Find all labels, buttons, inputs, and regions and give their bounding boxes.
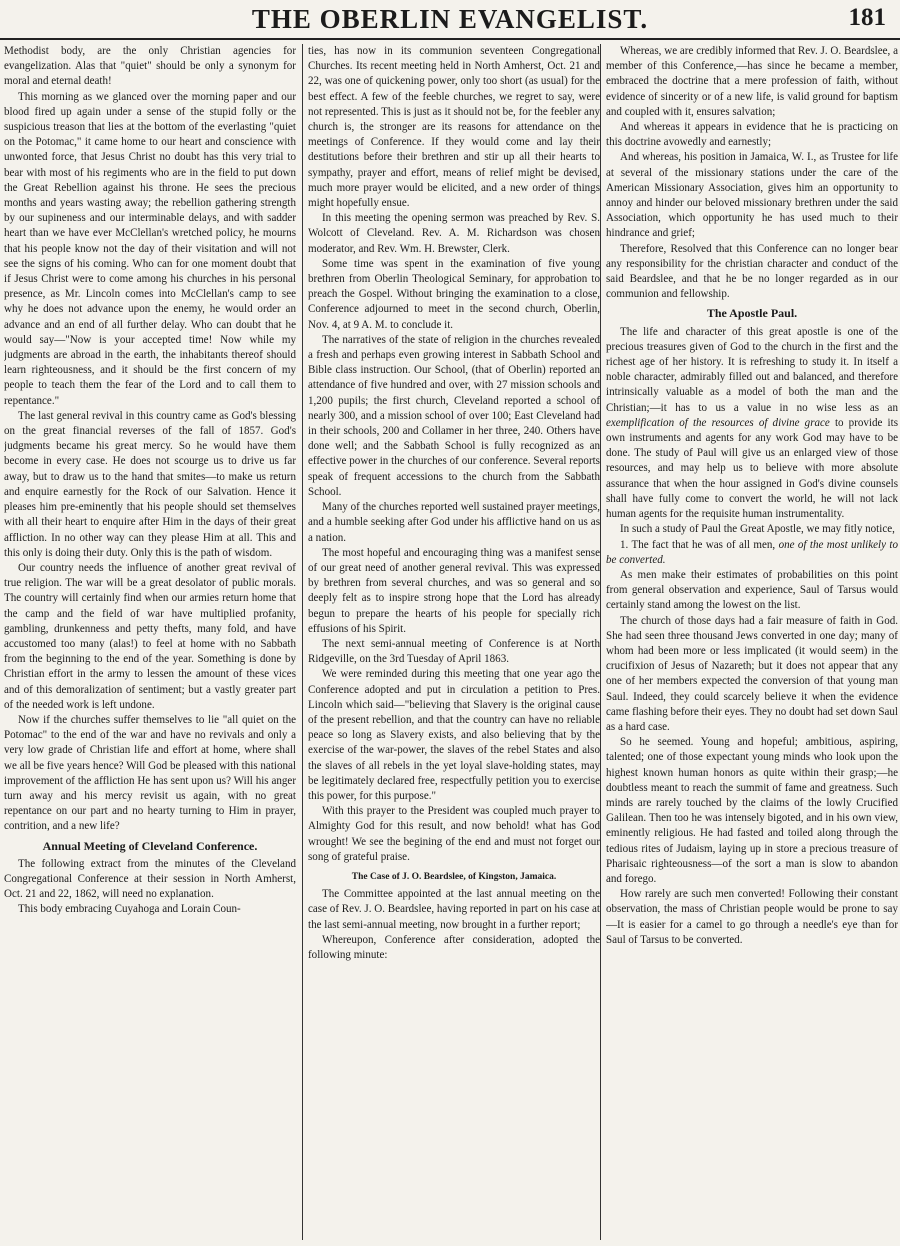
- paragraph: ties, has now in its communion seventeen Congregational Churches. Its recent meeting held in North Amherst, Oct. 21 and 22, was one of quickening power, only too short (as usual) for the best effect. A few of the feeble churches, we regret to say, were not represented. This is just as it should not be, for the feebler any church is, the stronger are its reasons for attendance on the meetings of Conference. If they would come and lay their destitutions before their brethren and stir up all their hearts to sympathy, prayer and effort, means of relief might be devised, much more prayer would be elicited, and a new order of things might hopefully ensue.: [308, 45, 600, 210]
- column-3: [606, 44, 898, 1240]
- italic-text: exemplification of the resources of divine grace: [606, 416, 830, 429]
- paragraph: So he seemed. Young and hopeful; ambitious, aspiring, talented; one of those expectant young minds who look upon the highest known human honors as quite within their grasp;—he doubtless meant to reach the summit of fame and greatness. Such minds are rarely touched by the claims of the lowly Crucified Galilean. Then too he was intensely bigoted, and in his own view, eminently religious. He had fasted and toiled along through the tedious rites of Judaism, laying up in store a precious treasure of Pharisaic righteousness—of the sort a man is slow to abandon and forego.: [606, 736, 898, 885]
- page-number: 181: [848, 4, 886, 31]
- paragraph: Whereas, we are credibly informed that Rev. J. O. Beardslee, a member of this Conference,—has since he became a member, embraced the doctrine that a mere profession of faith, without evidence of sincerity or of a new life, is valid ground for baptism and coupled with it, ensures salvation;: [606, 45, 898, 118]
- newspaper-title: THE OBERLIN EVANGELIST.: [251, 4, 649, 34]
- paragraph: [606, 325, 898, 523]
- paragraph: Our country needs the influence of another great revival of true religion. The war will be a great desolator of public morals. The country will certainly find when our armies return home that the camp and the field of war have multiplied profanity, gambling, drunkenness and petty thefts, many fold, and have accustomed too many (alas!) to feel at home with no Sabbath from the beginning to the end of the year. Something is done by Christian effort in the army to lessen the amount of these vices and of this demoralization of sentiment; but a vastly greater part of the needed work is left undone.: [4, 561, 296, 711]
- text-run: to provide its own instruments and agents for any work God may have to be done. The study of Paul will give us an enlarged view of those resources, and may help us to believe with more absolute assurance that when the hour assigned in God's divine counsels shall have fully come to convert the world, he will not lack human agents for the requisite human instrumentality.: [606, 416, 898, 521]
- section-heading: The Apostle Paul.: [706, 306, 798, 321]
- masthead: [0, 0, 900, 40]
- text-run: 1. The fact that he was of all men,: [620, 538, 779, 551]
- paragraph: Now if the churches suffer themselves to lie "all quiet on the Potomac" to the end of the war and have no revivals and only a very low grade of Christian life and effort at home, where shall we all be five years hence? Will God be pleased with this national improvement of the affliction He has sent upon us? Will his anger turn away and his mercy revisit us again, with no great repentance on our part and no hearty turning to Him in prayer, contrition, and a new life?: [4, 713, 296, 833]
- paragraph: The church of those days had a fair measure of faith in God. She had seen three thousand Jews converted in one day; many of whom had been more or less implicated (it would seem) in the crucifixion of Jesus of Nazareth; but it does not appear that any one of her members expected the conversion of that young man Saul. Indeed, they could scarcely believe it when the evidence came flashing before their eyes. They no doubt had set down Saul as a hard case.: [606, 614, 898, 733]
- paragraph: And whereas it appears in evidence that he is practicing on this doctrine avowedly and earnestly;: [606, 121, 898, 149]
- section-heading: Annual Meeting of Cleveland Conference.: [42, 838, 258, 853]
- paragraph: The narratives of the state of religion in the churches revealed a fresh and perhaps even growing interest in Sabbath School and Bible class instruction. Our School, (that of Oberlin) reported an attendance of five hundred and over, with 27 mission schools and 1,200 pupils; the first church, Cleveland reported a school of nearly 300, and a mission school of over 100; East Cleveland had in their schools, 200 and Collamer in her three, 240. Others have done well; and the Sabbath School is fully recognized as an effective power in the churches of our conference. Several reports speak of frequent accessions to the church from the Sabbath School.: [308, 333, 600, 498]
- paragraph: Many of the churches reported well sustained prayer meetings, and a humble seeking after God under his afflictive hand on us as a nation.: [308, 501, 600, 544]
- section-subheading: The Case of J. O. Beardslee, of Kingston, Jamaica.: [351, 871, 557, 882]
- paragraph: Therefore, Resolved that this Conference can no longer bear any responsibility for the christian character and conduct of the said Beardslee, and that he be no longer regarded as in our communion and fellowship.: [606, 242, 898, 301]
- paragraph: With this prayer to the President was coupled much prayer to Almighty God for this result, and now behold! what has God wrought! We see the begining of the end and must not forget our song of grateful praise.: [308, 805, 600, 863]
- paragraph: The most hopeful and encouraging thing was a manifest sense of our great need of another general revival. This was expressed by brethren from several churches, and was so general and so deeply felt as to inspire strong hope that the Lord has already begun to prepare the hearts of his people for specially rich effusions of his Spirit.: [308, 546, 600, 635]
- column-1: [4, 44, 296, 1240]
- paragraph: And whereas, his position in Jamaica, W. I., as Trustee for life at several of the missionary stations under the care of the American Missionary Association, gives him an opportunity to annoy and hinder our beloved missionary brethren under the said Association, which opportunity he has used much to their hindrance and grief;: [606, 151, 898, 240]
- paragraph: As men make their estimates of probabilities on this point from general observation and experience, Saul of Tarsus would certainly stand among the lowest on the list.: [606, 568, 898, 612]
- paragraph: The following extract from the minutes of the Cleveland Congregational Conference at their session in North Amherst, Oct. 21 and 22, 1862, will need no explanation.: [4, 857, 296, 901]
- paragraph: The last general revival in this country came as God's blessing on the great financial reverses of the fall of 1857. God's judgments became his great mercy. So he would have them become in every case. He does not scourge us to drive us far away, but to draw us to the hand that smites—to make us return and enquire earnestly for the Rock of our Salvation. Hence it pleases him pre-eminently that his people should set themselves with all their heart to enquire after Him in the days of their great affliction. In no other way can they please Him at all. This and this only is doing their duty. Only this is the path of wisdom.: [4, 409, 296, 559]
- italic-text: one of the most unlikely to be converted.: [606, 538, 898, 566]
- column-2: [308, 44, 600, 1240]
- paragraph: In this meeting the opening sermon was preached by Rev. S. Wolcott of Cleveland. Rev. A. M. Richardson was chosen moderator, and Rev. Wm. H. Brewster, Clerk.: [308, 212, 600, 255]
- paragraph: In such a study of Paul the Great Apostle, we may fitly notice,: [620, 523, 895, 536]
- paragraph: This body embracing Cuyahoga and Lorain Coun-: [18, 903, 241, 916]
- paragraph: [606, 538, 898, 568]
- paragraph: The Committee appointed at the last annual meeting on the case of Rev. J. O. Beardslee, having reported in part on his case at the last semi-annual meeting, now brought in a further report;: [308, 888, 600, 931]
- paragraph: Some time was spent in the examination of five young brethren from Oberlin Theological Seminary, for approbation to preach the Gospel. Without bringing the examination to a close, Conference adjourned to meet in the second church, Oberlin, Nov. 4, at 9 A. M. to conclude it.: [308, 257, 600, 331]
- paragraph: Methodist body, are the only Christian agencies for evangelization. Alas that "quiet" should be only a synonym for moral and eternal death!: [4, 45, 296, 88]
- paragraph: Whereupon, Conference after consideration, adopted the following minute:: [308, 933, 600, 961]
- text-run: The life and character of this great apostle is one of the precious treasures given of God to the church in the first and the richest age of her history. It is refreshing to study it. In itself a noble character, admirably filled out and balanced, and therefore intrinsically valuable as a model of both the man and the Christian;—it has to us a value in no wise less as an: [606, 325, 898, 414]
- paragraph: This morning as we glanced over the morning paper and our blood fired up again under a sense of the stupid folly or the suspicious treason that lies at the bottom of the everlasting "quiet on the Potomac," it came home to our heart and conscience with unwonted force, that Jesus Christ no doubt has this very trial to bear with most of his regiments who are in the field to put down the Great Rebellion against his throne. He sees the precious months and years wasting away; the rebellion gathering strength by our supineness and our interminable delays, and with sadder heart than we have ever McClellan's wretched policy, he mourns that his people know not the day of their visitation and will not see the signs of his coming. Who can for one moment doubt that if Jesus Christ were to come among his churches in his personal presence, as Mr. Lincoln comes into McClellan's camp to see why he does not advance upon the enemy, he would order an advance and an end of all further delay. Who can doubt that he would say—"Now is your accepted time! Now while my judgments are abroad in the earth, the inhabitants thereof should learn righteousness, and it should be the first concern of my people to teach them the fear of the Lord and to call them to repentance.": [4, 90, 296, 407]
- paragraph: The next semi-annual meeting of Conference is at North Ridgeville, on the 3rd Tuesday of April 1863.: [308, 637, 600, 666]
- paragraph: How rarely are such men converted! Following their constant observation, the mass of Christian people would be prone to say—It is easier for a camel to go through a needle's eye than for Saul of Tarsus to be converted.: [606, 888, 898, 946]
- column-rule: [302, 44, 303, 1240]
- column-rule: [600, 44, 601, 1240]
- paragraph: We were reminded during this meeting that one year ago the Conference adopted and put in circulation a petition to Pres. Lincoln which said—"believing that Slavery is the original cause of the present rebellion, and that the country can have no reliable peace so long as Slavery exists, and also believing that by the exercise of the war-power, the slaves of the rebel States and also the slaves of all rebels in the yet loyal slave-holding states, may be legitimately declared free, respectfully petition you to exercise this power, for this purpose.": [308, 668, 600, 802]
